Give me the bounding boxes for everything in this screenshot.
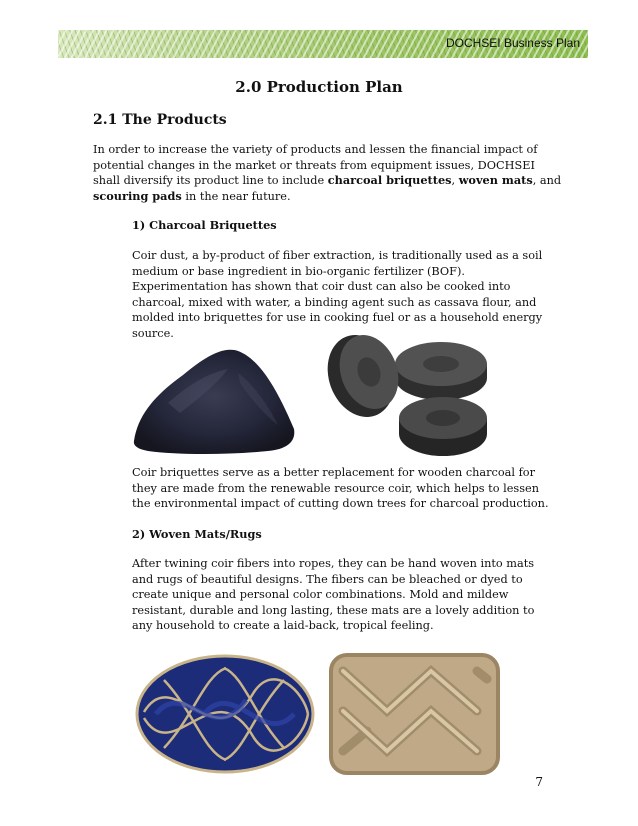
header-banner [58,30,588,58]
charcoal-briquettes-photo [313,326,496,460]
coir-dust-photo [128,333,300,457]
product-charcoal-briquettes: charcoal briquettes [327,173,452,187]
intro-text-end: in the near future. [181,189,291,203]
mats-description: After twining coir fibers into ropes, they can be hand woven into mats and rugs of beautiful designs. The fibers can be bleached or dyed to create unique and personal color combinations. Mold and mildew resistant, durable and long lasting, these mats are a lovely addition to any household to create a laid-back, tropical feeling. [132,557,535,632]
intro-separator: , [451,174,459,187]
section-title: 2.0 Production Plan [235,78,403,96]
product-woven-mats: woven mats [458,173,533,187]
intro-text: In order to increase the variety of products and lessen the financial impact of potential changes in the market or threats from equipment issues, DOCHSEI shall diversify its product line to include [93,143,538,187]
intro-paragraph [93,142,563,204]
natural-coir-mat-photo [327,651,502,777]
product-heading-mats: 2) Woven Mats/Rugs [132,527,262,541]
charcoal-description: Coir dust, a by-product of fiber extraction, is traditionally used as a soil medium or base ingredient in bio-organic fertilizer (BOF). Experimentation has shown that coir dust can also be cooked into charcoal, mixed with water, a binding agent such as cassava flour, and molded into briquettes for use in cooking fuel or as a household energy source. [132,249,543,340]
product-scouring-pads: scouring pads [93,188,182,203]
intro-separator: , and [532,174,562,187]
page-number: 7 [535,775,543,789]
product-heading-charcoal: 1) Charcoal Briquettes [132,218,277,232]
subsection-title: 2.1 The Products [93,112,227,128]
blue-woven-mat-photo [134,652,316,776]
charcoal-note: Coir briquettes serve as a better replacement for wooden charcoal for they are made from the renewable resource coir, which helps to lessen the environmental impact of cutting down trees for charcoal production. [132,466,549,510]
document-header-title: DOCHSEI Business Plan [445,36,580,50]
